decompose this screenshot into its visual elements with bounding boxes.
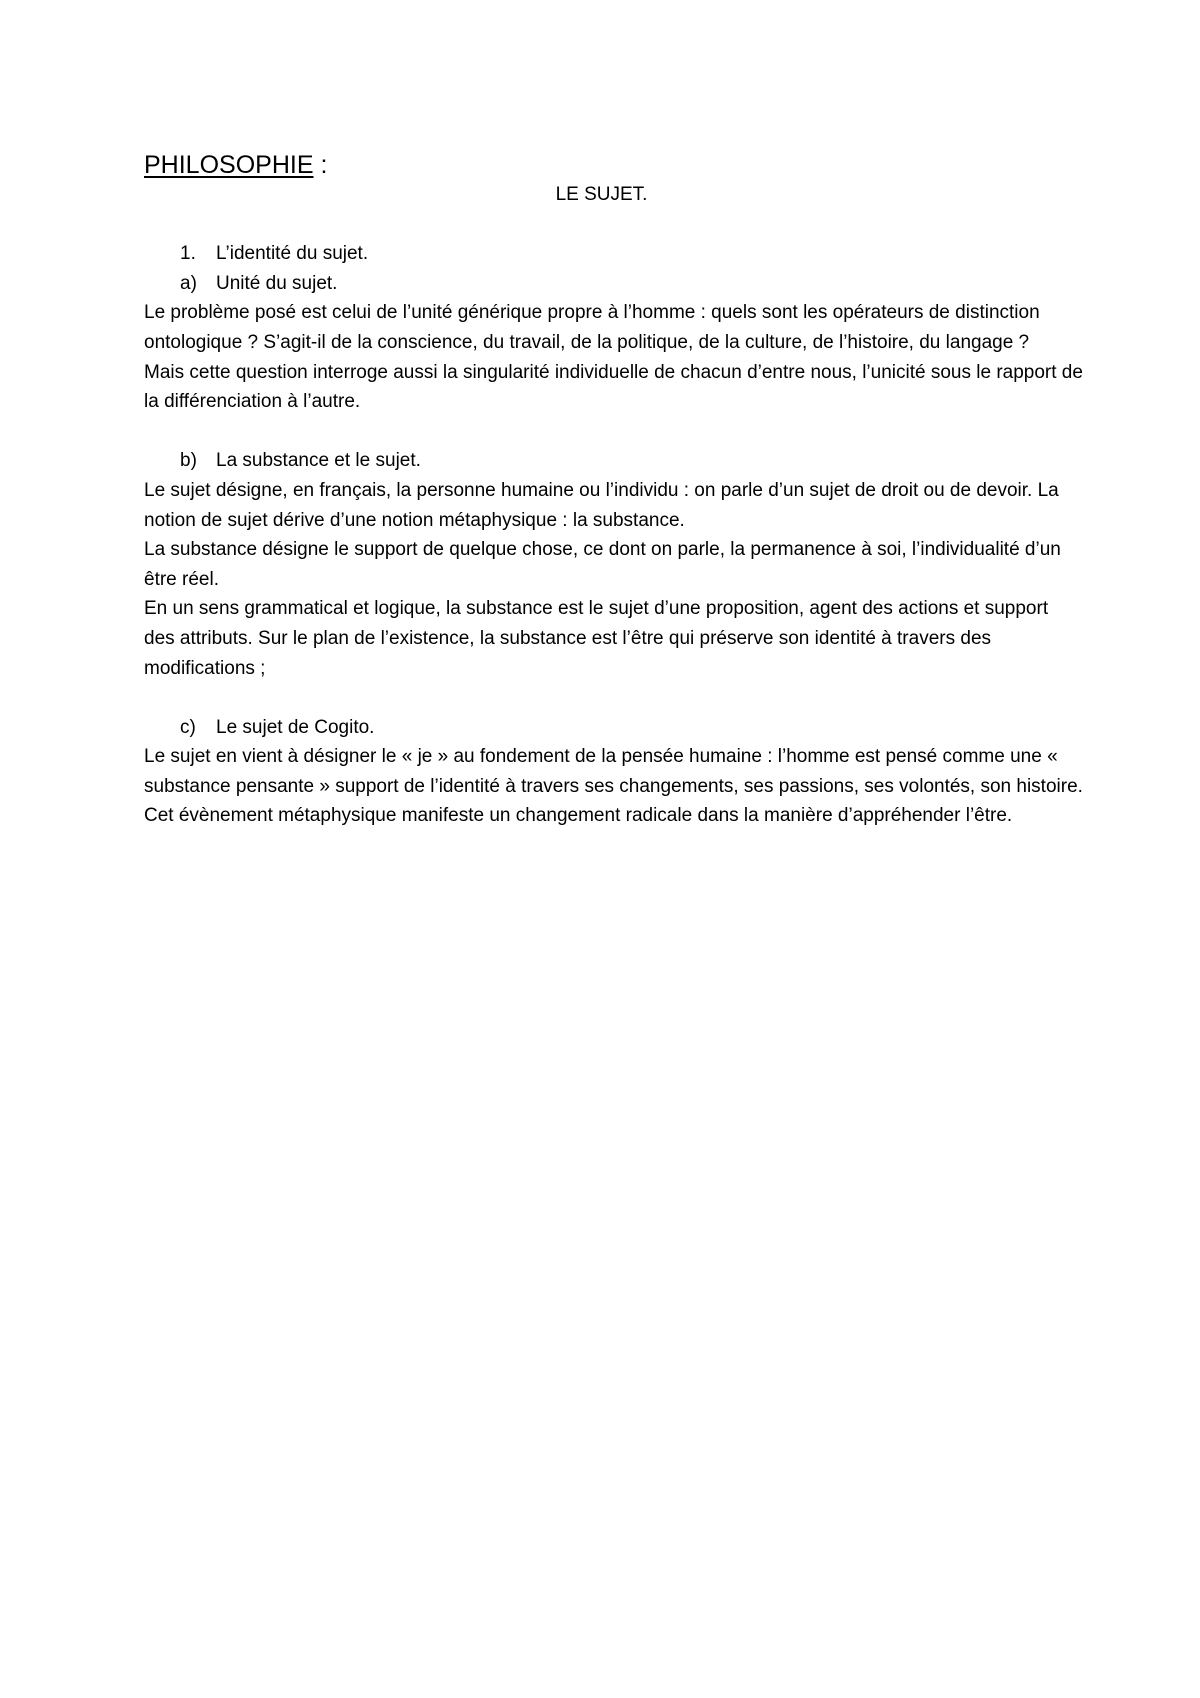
document-body	[144, 148, 1084, 831]
subsection-heading	[144, 446, 1084, 476]
document-heading	[144, 148, 1084, 182]
paragraph: Cet évènement métaphysique manifeste un changement radicale dans la manière d’appréhender l’être.	[144, 805, 1013, 827]
paragraph: Le problème posé est celui de l’unité générique propre à l’homme : quels sont les opérateurs de distinction ontologique ? S’agit-il de la conscience, du travail, de la politique, de la culture, de l’histoire, du langage ?	[144, 302, 1040, 353]
paragraph: En un sens grammatical et logique, la substance est le sujet d’une proposition, agent des actions et support des attributs. Sur le plan de l’existence, la substance est l’être qui préserve son identité à travers des modifications ;	[144, 598, 1049, 679]
paragraph: Mais cette question interroge aussi la singularité individuelle de chacun d’entre nous, l’unicité sous le rapport de la différenciation à l’autre.	[144, 361, 1083, 413]
spacer	[144, 210, 1084, 240]
subsection-heading	[144, 269, 1084, 299]
heading-suffix: :	[313, 151, 328, 179]
document-title: LE SUJET.	[555, 184, 648, 205]
section-number: 1.	[180, 243, 196, 265]
subsection-label: Le sujet de Cogito.	[216, 716, 375, 738]
section-label: L’identité du sujet.	[216, 243, 369, 265]
subsection-marker: a)	[180, 272, 197, 294]
spacer	[144, 683, 1084, 713]
paragraph: La substance désigne le support de quelque chose, ce dont on parle, la permanence à soi, l’individualité d’un être réel.	[144, 539, 1061, 590]
section-heading	[144, 239, 1084, 269]
subsection-label: La substance et le sujet.	[216, 450, 421, 472]
subsection-heading	[144, 713, 1084, 743]
paragraph: Le sujet en vient à désigner le « je » au fondement de la pensée humaine : l’homme est pensé comme une « substance pensante » support de l’identité à travers ses changements, ses passions, ses volontés, son histoire.	[144, 746, 1083, 797]
spacer	[144, 417, 1084, 447]
paragraph: Le sujet désigne, en français, la personne humaine ou l’individu : on parle d’un sujet de droit ou de devoir. La notion de sujet dérive d’une notion métaphysique : la substance.	[144, 479, 1059, 531]
subsection-marker: b)	[180, 450, 197, 472]
subsection-marker: c)	[180, 716, 196, 738]
subsection-label: Unité du sujet.	[216, 272, 338, 294]
heading-label: PHILOSOPHIE	[144, 151, 314, 179]
